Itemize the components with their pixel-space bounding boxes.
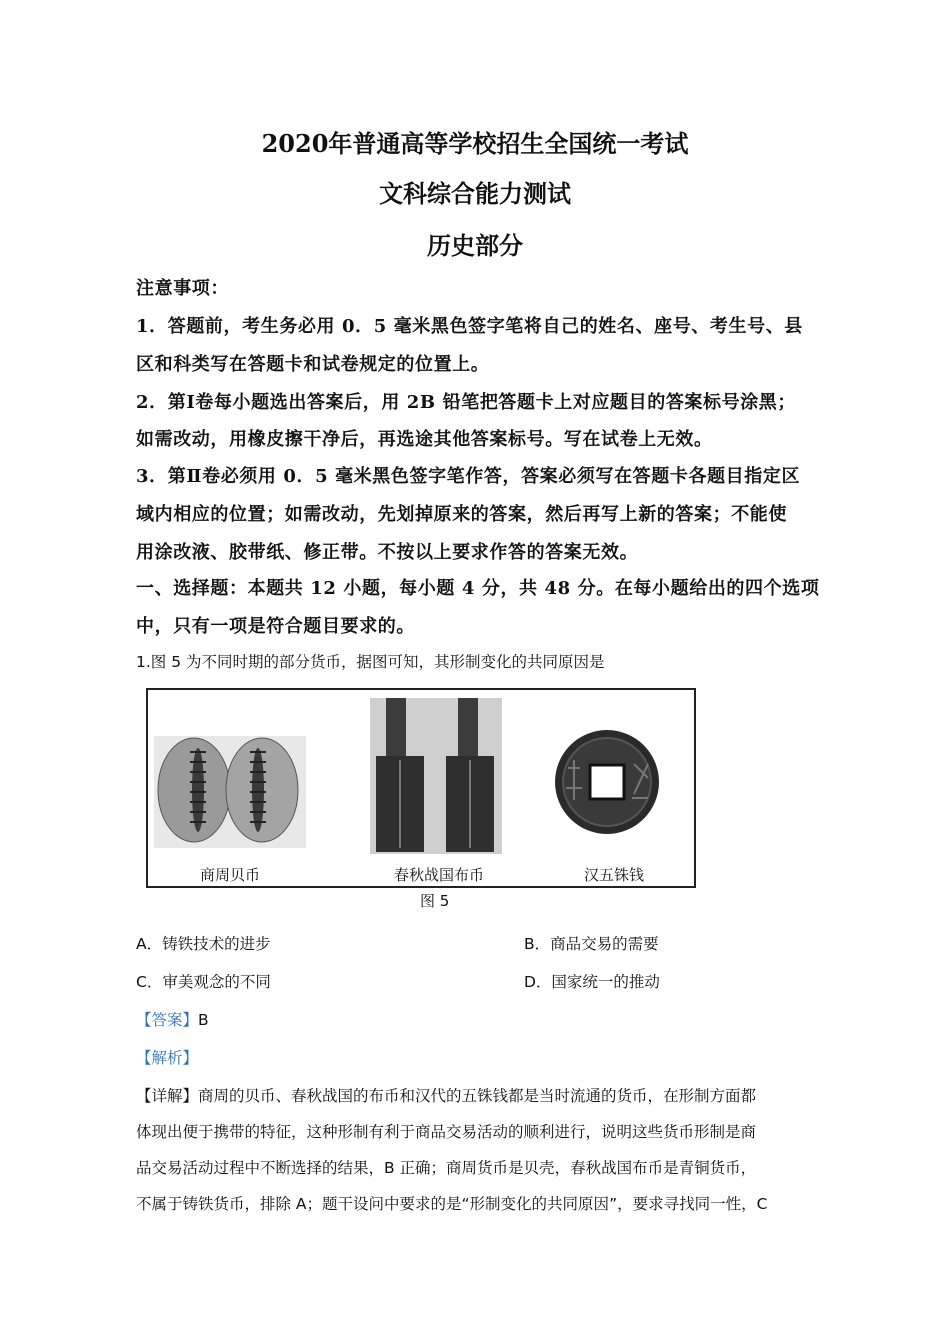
answer-value: B <box>198 1011 209 1029</box>
detail-line: 不属于铸铁货币，排除 A；题干设问中要求的是“形制变化的共同原因”，要求寻找同一性，C <box>136 1195 768 1213</box>
figure-label: 图 5 <box>420 892 450 910</box>
analysis-tag: 【解析】 <box>136 1049 199 1067</box>
detail-line <box>136 1084 826 1106</box>
figure-caption: 汉五铢钱 <box>584 866 645 884</box>
notice-line: 1．答题前，考生务必用 0．5 毫米黑色签字笔将自己的姓名、座号、考生号、县 <box>136 316 803 337</box>
figure-caption: 商周贝币 <box>200 866 261 884</box>
answer-line <box>136 1008 826 1030</box>
detail-text: 商周的贝币、春秋战国的布币和汉代的五铢钱都是当时流通的货币，在形制方面都 <box>198 1087 757 1105</box>
option-c: C．审美观念的不同 <box>136 973 271 991</box>
notice-line: 用涂改液、胶带纸、修正带。不按以上要求作答的答案无效。 <box>136 542 639 563</box>
wuzhu-coin-image <box>555 730 659 834</box>
section-instruction: 一、选择题：本题共 12 小题，每小题 4 分，共 48 分。在每小题给出的四个选项 <box>136 578 820 599</box>
detail-line: 体现出便于携带的特征，这种形制有利于商品交易活动的顺利进行，说明这些货币形制是商 <box>136 1123 757 1141</box>
section-title: 历史部分 <box>427 231 523 260</box>
answer-tag: 【答案】 <box>136 1011 199 1029</box>
notice-line: 2．第Ⅰ卷每小题选出答案后，用 2B 铅笔把答题卡上对应题目的答案标号涂黑； <box>136 392 797 413</box>
notice-line: 域内相应的位置；如需改动，先划掉原来的答案，然后再写上新的答案；不能使 <box>136 504 787 525</box>
notice-heading: 注意事项： <box>136 278 229 299</box>
question-stem: 1.图 5 为不同时期的部分货币，据图可知，其形制变化的共同原因是 <box>136 653 605 671</box>
detail-tag: 【详解】 <box>136 1087 199 1105</box>
spade-coin-image <box>370 698 502 854</box>
notice-line: 如需改动，用橡皮擦干净后，再选途其他答案标号。写在试卷上无效。 <box>136 429 713 450</box>
section-instruction: 中，只有一项是符合题目要求的。 <box>136 616 415 637</box>
figure-caption: 春秋战国布币 <box>394 866 485 884</box>
currency-illustration <box>148 690 694 886</box>
detail-line: 品交易活动过程中不断选择的结果，B 正确；商周货币是贝壳，春秋战国布币是青铜货币， <box>136 1159 757 1177</box>
option-b: B．商品交易的需要 <box>524 935 659 953</box>
notice-line: 3．第Ⅱ卷必须用 0．5 毫米黑色签字笔作答，答案必须写在答题卡各题目指定区 <box>136 466 801 487</box>
option-a: A．铸铁技术的进步 <box>136 935 271 953</box>
notice-line: 区和科类写在答题卡和试卷规定的位置上。 <box>136 354 490 375</box>
currency-figure <box>146 688 696 888</box>
cowrie-shell-image <box>154 736 306 848</box>
exam-subtitle: 文科综合能力测试 <box>379 179 571 208</box>
exam-title: 2020年普通高等学校招生全国统一考试 <box>261 129 689 158</box>
option-d: D．国家统一的推动 <box>524 973 660 991</box>
